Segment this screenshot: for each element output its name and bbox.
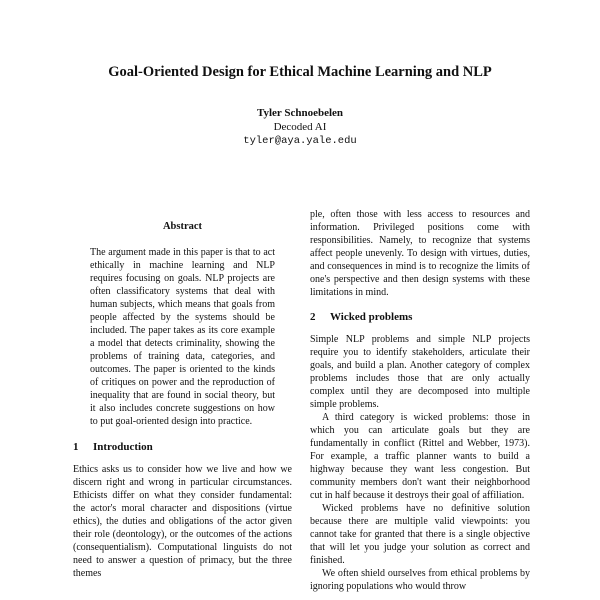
left-column: [73, 220, 292, 580]
right-column: [310, 208, 530, 593]
abstract-text: The argument made in this paper is that to act ethically in machine learning and NLP requires focusing on goals. NLP projects are often classificatory systems that deal with human subjects, which means that goals from people affected by the systems should be included. The paper takes as its core example a model that detects criminality, showing the problems of training data, categories, and outcomes. The paper is oriented to the kinds of critiques on power and the reproduction of inequality that are found in social theory, but it also includes concrete suggestions on how to put goal-oriented design into practice.: [90, 247, 275, 427]
section-1-title: Introduction: [93, 441, 153, 453]
continuation-paragraph: ple, often those with less access to resources and information. Privileged positions come with responsibilities. Namely, to recognize that systems affect people unevenly. To design with virtues, duties, and consequences in mind is to recognize the limits of one's perspective and then design systems with these limitations in mind.: [310, 209, 530, 298]
section-2-paragraph-3: Wicked problems have no definitive solution because there are multiple valid viewpoints: you cannot take for granted that there is a single objective that will let you judge your solution as correct and finished.: [310, 503, 530, 566]
section-2-paragraph-2: A third category is wicked problems: those in which you can articulate goals but they are fundamentally in conflict (Rittel and Webber, 1973). For example, a traffic planner wants to build a highway because they want less congestion. But community members don't want their neighborhood cut in half because it destroys their goal of affiliation.: [310, 412, 530, 501]
intro-paragraph: Ethics asks us to consider how we live and how we discern right and wrong in particular circumstances. Ethicists differ on what they consider fundamental: the actor's moral character and dispositions (virtue ethics), the duties and obligations of the actor given their role (deontology), or the outcomes of the actions (consequentialism). Computational linguists do not need to answer a question of primacy, but the three themes: [73, 464, 292, 579]
section-2-heading: [310, 311, 530, 324]
section-2-number: 2: [310, 311, 316, 323]
section-1-number: 1: [73, 441, 79, 453]
paper-title: Goal-Oriented Design for Ethical Machine Learning and NLP: [108, 64, 492, 80]
section-2-paragraph-4: We often shield ourselves from ethical problems by ignoring populations who would throw: [310, 568, 530, 592]
section-2-title: Wicked problems: [330, 311, 413, 323]
section-1-heading: [73, 441, 292, 454]
abstract-heading: Abstract: [162, 221, 203, 232]
author-affiliation: Decoded AI: [273, 121, 327, 133]
author-name: Tyler Schnoebelen: [256, 107, 344, 119]
author-block: [0, 106, 600, 148]
author-email: tyler@aya.yale.edu: [243, 135, 357, 147]
section-2-paragraph-1: Simple NLP problems and simple NLP projects require you to identify stakeholders, articulate their goals, and build a plan. Another category of complex problems includes those that are only actually complex until they are decomposed into multiple simple problems.: [310, 334, 530, 410]
